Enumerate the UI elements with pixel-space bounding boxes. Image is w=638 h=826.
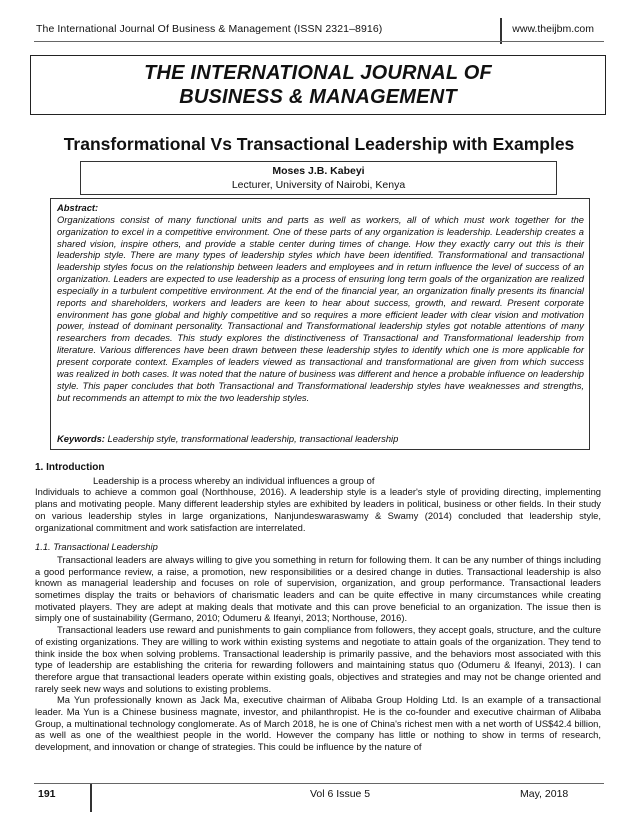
author-affiliation: Lecturer, University of Nairobi, Kenya <box>231 179 406 191</box>
volume-issue: Vol 6 Issue 5 <box>310 788 371 800</box>
keywords-text: Leadership style, transformational leadership, transactional leadership <box>104 433 399 444</box>
body-paragraph-3: Ma Yun professionally known as Jack Ma, executive chairman of Alibaba Group Holding Ltd. Is an example of a transactional leader. Ma Yun is a Chinese business magnate, investor, and philanthropist. He is the co-founder and executive chairman of Alibaba Group, a multinational technology conglomerate. As of March 2018, he is one of China's richest men with a net worth of US$42.4 billion, as well as one of the wealthiest people in the world. However the company has little or nothing to show in terms of research, development, and innovation or change of strategies. This could be influence by the nature of <box>35 694 601 753</box>
abstract-box <box>50 198 590 450</box>
abstract-heading: Abstract: <box>57 202 99 213</box>
header-journal-name: The International Journal Of Business & Management (ISSN 2321–8916) <box>36 23 383 35</box>
header-rule <box>34 41 604 42</box>
page-number: 191 <box>38 788 56 800</box>
header-journal-url[interactable]: www.theijbm.com <box>512 23 594 35</box>
footer-rule <box>34 783 604 784</box>
intro-paragraph <box>35 475 601 534</box>
body-text <box>35 462 601 753</box>
body-paragraph-2: Transactional leaders use reward and punishments to gain compliance from followers, they accept goals, structure, and the culture of existing organizations. They are willing to work within existing systems and negotiate to attain goals of the organization. They tend to think inside the box when solving problems. Transactional leadership is primarily passive, and the behaviors most associated with this type of leadership are establishing the criteria for rewarding followers and maintaining status quo (Odumeru & Ifeanyi, 2013). I can therefore argue that transactional leaders operate within existing goals, objectives and strategies and may not be change oriented and rarely seek new ways and solutions to existing problems. <box>35 624 601 694</box>
author-name: Moses J.B. Kabeyi <box>272 165 365 177</box>
author-box <box>80 161 557 195</box>
intro-first-line: Leadership is a process whereby an individual influences a group of <box>93 474 375 486</box>
running-header <box>34 20 604 42</box>
masthead-line-2: BUSINESS & MANAGEMENT <box>179 86 457 108</box>
footer-divider <box>90 784 92 812</box>
keywords-label: Keywords: <box>57 433 105 444</box>
paper-title: Transformational Vs Transactional Leadership with Examples <box>63 134 575 154</box>
page-footer <box>34 786 604 816</box>
masthead-line-1: THE INTERNATIONAL JOURNAL OF <box>144 62 492 84</box>
subsection-heading-transactional: 1.1. Transactional Leadership <box>35 541 158 553</box>
keywords-line <box>57 433 398 445</box>
publication-date: May, 2018 <box>520 788 569 800</box>
journal-masthead <box>30 55 606 115</box>
intro-paragraph-rest: Individuals to achieve a common goal (Northhouse, 2016). A leadership style is a leader's style of providing directing, implementing plans and motivating people. Many different leadership styles are exhibited by leaders in political, business or other fields. In their study on various leadership styles in large organizations, Nanjundeswaraswamy & Swamy (2014) concluded that leadership style, organizational commitment and work satisfaction are interrelated. <box>35 486 601 533</box>
abstract-text: Organizations consist of many functional units and parts as well as workers, all of which must work together for the organization to excel in a competitive environment. One of these parts of any organization is leadership. Leadership creates a shared vision, inspire others, and provide a stable center during times of change. How they exactly carry out this is their leadership style. There are many types of leadership styles which have been identified. Transformational and transactional leadership styles focus on the relationship between leaders and employees and in return influence the level of success of an organization. Leaders are expected to use leadership as a process of ensuring long term goals of the organization are realized especially in a turbulent competitive environment. At the end of the financial year, an organization finally presents its financial reports and shareholders, workers and leaders are keen to hear about success, growth, and reward. Present corporate environment has gone global and highly competitive and so requires a more efficient leader with clear vision and motivation power, instead of dominant personality. Transactional and Transformational leadership styles got notable attentions of many researchers from decades. This study explores the distinctiveness of Transactional and Transformational leadership from literature. Various differences have been drawn between these leadership styles to identify which one is more applicable for present corporate context. Examples of leaders viewed as transactional and transformational are given from which success was realized in both cases. It was noted that the nature of business was different and hence a probable influence on leadership style. This paper concludes that both Transactional and Transformational leadership styles have weaknesses and strengths, but recommends an attempt to mix the two leadership styles. <box>57 213 584 403</box>
body-paragraph-1: Transactional leaders are always willing to give you something in return for following them. It can be any number of things including a good performance review, a raise, a promotion, new responsibilities or a desired change in duties. Transactional leadership is also known as managerial leadership and focuses on role of supervision, organization, and group performance. Transactional leaders sometimes display the traits or behaviors of charismatic leaders and can be quite effective in many circumstances while creating motivated players. They are adept at making deals that motivate and this can prove beneficial to an organization. The issue then is simply one of sustainability (Germano, 2010; Odumeru & Ifeanyi, 2013; Northouse, 2016). <box>35 553 601 624</box>
section-heading-introduction: 1. Introduction <box>35 462 105 473</box>
